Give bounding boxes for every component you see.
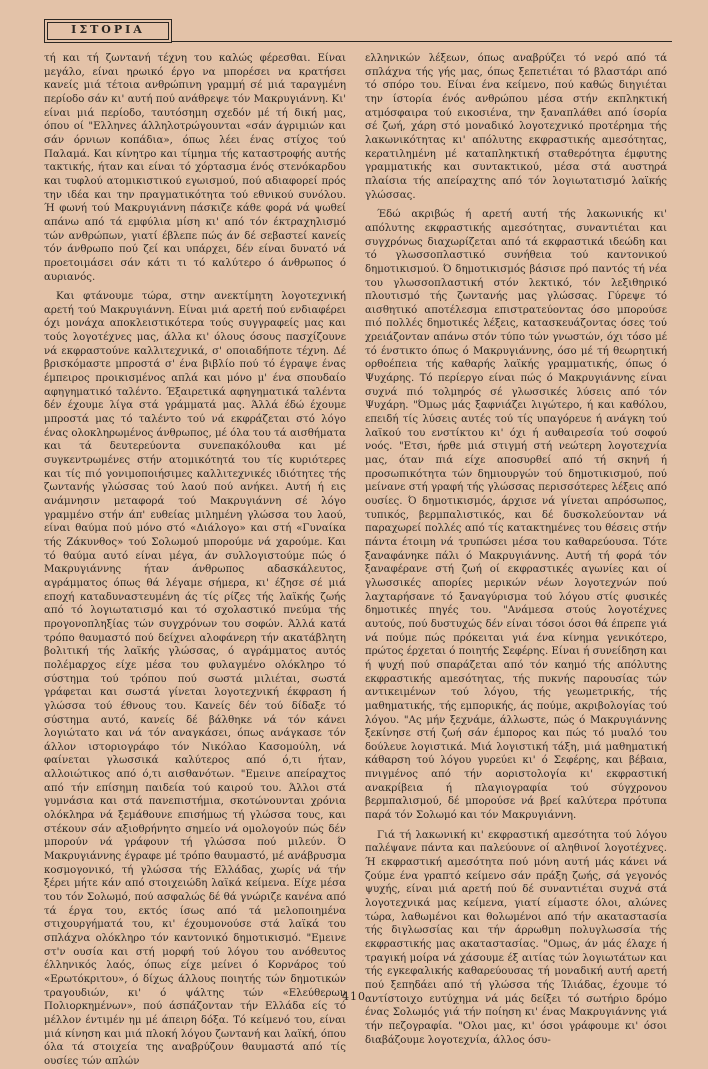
section-header-box [44, 19, 172, 43]
header-rule [172, 41, 672, 42]
section-title: ΙΣΤΟΡΙΑ [71, 23, 145, 36]
left-column [44, 52, 346, 1069]
right-column [365, 52, 667, 1047]
paragraph: Έδώ ακριβώς ή αρετή αυτή τής λακωνικής κι' απόλυτης εκφραστικής αμεσότητας, συναντιέται και συγχρόνως διαχωρίζεται από τά εκφραστικά ιδεώδη και τό γλωσσοπλαστικό συνήθεια τού καντονικού δημοτικισμού. Ό δημοτικισμός βάσισε πρό παντός τή νέα του γλωσσοπλαστική στόν λεκτικό, τόν λεξιθηρικό πλουτισμό τής ζωντανής μας γλώσσας. Γύρεψε τό αισθητικό αποτέλεσμα επιστρατεύοντας όσο μπορούσε πιό πολλές δημοτικές λέξεις, κατασκευάζοντας όσες τού χρειάζονταν απάνω στόν τύπο τών γνωστών, όχι τόσο μέ τό ένστικτο όπως ό Μακρυγιάννης, όσο μέ τή θεωρητική ορθοέπεια τής καθαρής λαϊκής γραμματικής, όπως ό Ψυχάρης. Τό περίεργο είναι πώς ό Μακρυγιάννης είναι συχνά πιό τολμηρός σέ γλωσσικές λύσεις από τόν Ψυχάρη. "Όμως μάς ξαφνιάζει λιγώτερο, ή και καθόλου, επειδή τίς λύσεις αυτές τού τίς υπαγόρευε ή ανάγκη τού λαϊκού του ενστίκτου κι' όχι ή αυθαιρεσία τού σοφού νοός. "Ετσι, ήρθε μιά στιγμή στή νεώτερη λογοτεχνία μας, όταν πιά είχε αποσυρθεί από τή σκηνή ή προσωπικότητα τών δημιουργών τού δημοτικισμού, πού μείνανε στή γραφή τής γλώσσας περισσότερες λέξεις από ουσίες. Ό δημοτικισμός, άρχισε νά γίνεται απρόσωπος, τυπικός, βερμπαλιστικός, και δέ δυσκολεύονταν νά παραχωρεί πολλές από τίς κατακτημένες του θέσεις στήν πάντα έτοιμη νά τρυπώσει μέσα του καθαρεύουσα. Τότε ξαναφάνηκε πάλι ό Μακρυγιάννης. Αυτή τή φορά τόν ξαναφέρανε στή ζωή οί εκφραστικές αγωνίες και οί γλωσσικές απορίες μερικών νέων λογοτεχνών πού λαχταρήσανε τό ξαναγύρισμα τού λόγου στίς φυσικές δημοτικές πηγές του. "Ανάμεσα στούς λογοτέχνες αυτούς, πού δυστυχώς δέν είναι τόσοι όσοι θά έπρεπε γιά νά πούμε πώς πρόκειται γιά ένα κίνημα γενικότερο, πρώτος έρχεται ό ποιητής Σεφέρης. Είναι ή συνείδηση και ή ψυχή πού σπαράζεται από τόν καημό τής απόλυτης εκφραστικής αμεσότητας, τής πυκνής παρουσίας τών αντικειμένων τού λόγου, τής γεωμετρικής, τής μαθηματικής, τής εμπορικής, άς πούμε, ακριβολογίας τού λόγου. "Ας μήν ξεχνάμε, άλλωστε, πώς ό Μακρυγιάννης ξεκίνησε στή ζωή σάν έμπορος και πώς τό μυαλό του δούλευε λογιστικά. Μιά λογιστική τάξη, μιά μαθηματική κάθαρση τού λόγου γυρεύει κι' ό Σεφέρης, και βέβαια, πνιγμένος από τήν αοριστολογία κι' εκφραστική ανακρίβεια ή πλαγιογραφία τού σύγχρονου βερμπαλισμού, δέ μπορούσε νά βρεί καλύτερα πρότυπα παρά τόν Σολωμό και τόν Μακρυγιάννη. [365, 209, 667, 822]
paragraph: ελληνικών λέξεων, όπως αναβρύζει τό νερό από τά σπλάχνα τής γής μας, όπως ξεπετιέται τό βλαστάρι από τό σπόρο του. Είναι ένα κείμενο, πού καθώς διηγιέται την ίστορία ένός ανθρώπου μέσα στήν εκπληκτική ατμόσφαιρα τού εικοσιένα, την ξαναπλάθει από ίσορία σέ ζωή, χάρη στό μοναδικό λογοτεχνικό προτέρημα τής λακωνικότητας κι' απόλυτης εκφραστικής αμεσότητας, κερατιλημένη μέ καταπληκτική σταθερότητα έμφυτης γραμματικής και συντακτικού, μέσα στά αυστηρά πλαίσια τής απείραχτης από τόν λογιωτατισμό λαϊκής γλώσσας. [365, 53, 667, 201]
paragraph: τή και τή ζωντανή τέχνη του καλώς φέρεσθαι. Είναι μεγάλο, είναι ηρωικό έργο να μπορέσει να κρατήσει κανείς μιά τέτοια ανθρώπινη γραμμή σέ μιά ταραγμένη περίοδο σάν κι' αυτή πού ανάθρεψε τόν Μακρυγιάννη. Κι' είναι μιά περίοδο, ταυτόσημη σχεδόν μέ τή δική μας, όπου οί "Ελληνες άλληλοτρώγουνται «σάν άγριμιών και σάν όρνιων κοπάδια», όπως λέει ένας στίχος τού Παλαμά. Και κίνητρο και τίμημα τής καταστροφής αυτής τακτικής, ήταν και είναι τό χόρτασμα ένός στενόκαρδου και τυφλού ατομικιστικού εγωισμού, πού αδιαφορεί πρός την ιδέα και την πραγματικότητα τού εθνικού συνόλου. Ή φωνή τού Μακρυγιάννη πάσκιζε κάθε φορά νά ψωθεί απάνω από τά εμφύλια μίση κι' από τόν έκτραχηλισμό τών ανθρώπων, γιατί έβλεπε πώς άν δέ σεβαστεί κανείς τόν άνθρωπο πού ζεί και υπάρχει, δέν είναι δυνατό νά προετοιμάσει σάν κάτι τι τό καλύτερο ό άνθρωπος ό αυριανός. [44, 53, 346, 283]
paragraph: Γιά τή λακωνική κι' εκφραστική αμεσότητα τού λόγου παλέψανε πάντα και παλεύουνε οί αληθινοί λογοτέχνες. Ή εκφραστική αμεσότητα πού μόνη αυτή μάς κάνει νά ζούμε ένα γραπτό κείμενο σάν πράξη ζωής, σά γεγονός ψυχής, είναι μιά αρετή πού δέ συναντιέται συχνά στά λογοτεχνικά μας κείμενα, γιατί είμαστε όλοι, αλώνες τώρα, λαθωμένοι και θολωμένοι από τήν ακαταστασία τής διγλωσσίας και τήν άρρωθμη πολυγλωσσία τής εκφραστικής μας ακαταστασίας. "Ομως, άν μάς έλαχε ή τραγική μοίρα νά χάσουμε έξ αιτίας τών λογιωτάτων και τής εγκεφαλικής καθαρεύουσας τή μοναδική αυτή αρετή πού ξεπηδάει από τή γλώσσα τής Ίλιάδας, έχουμε τό αντίστοιχο ευτύχημα νά μάς δείξει τό σωτήριο δρόμο ένας Σολωμός γιά τήν ποίηση κι' ένας Μακρυγιάννης γιά τήν πεζογραφία. "Ολοι μας, κι' όσοι γράφουμε κι' όσοι διαβάζουμε λογοτεχνία, άλλος όσυ- [365, 829, 667, 1046]
paragraph: Και φτάνουμε τώρα, στην ανεκτίμητη λογοτεχνική αρετή τού Μακρυγιάννη. Είναι μιά αρετή πού ενδιαφέρει όχι μονάχα αποκλειστικότερα τούς συγγραφείς μας και τούς λογοτέχνες μας, άλλα κι' όλους όσους πασχίζουνε νά εκφραστούνε καλλιτεχνικά, σ' οποιαδήποτε τέχνη. Δέ βρισκόμαστε μπροστά σ' ένα βιβλίο πού τό έγραψε ένας έμπειρος προικισμένος απλά και μόνο μ' ένα σπουδαίο αφηγηματικό ταλέντο. Έξαιρετικά αφηγηματικά ταλέντα δέν έχουμε λίγα στά γράμματά μας. Άλλά έδώ έχουμε μπροστά μας τό ταλέντο τού νά εκφράζεται στό λόγο ένας ολοκληρωμένος άνθρωπος, μέ όλα του τά αισθήματα και τά δευτερεύοντα συνεπακόλουθα και μέ συγκεντρωμένες στήν ατομικότητά του τίς κυριότερες και τίς πιό γονιμοποιήσιμες καλλιτεχνικές ιδιότητες τής ζωντανής γλώσσας τού λαού πού ανήκει. Αυτή ή εις ανάμνησιν μεταφορά τού Μακρυγιάννη σέ λόγο γραμμένο στήν άπ' ευθείας μιλημένη γλώσσα του λαού, είναι θαύμα πού μόνο στό «Διάλογο» και στή «Γυναίκα τής Ζάκυνθος» τού Σολωμού μπορούμε νά χαρούμε. Και τό θαύμα αυτό είναι μέγα, άν συλλογιστούμε πώς ό Μακρυγιάννης ήταν άνθρωπος αδασκάλευτος, αγράμματος όπως θά λέγαμε σήμερα, κι' έζησε σέ μιά εποχή καταδυναστευμένη άς τίς ρίζες τής λαϊκής ζωής από τό λογιωτατισμό και τό σχολαστικό πνεύμα τής προγονοπληξίας τών συγχρόνων του σοφών. Άλλά κατά τρόπο θαυμαστό πού δείχνει αλοφάνερη τήν ακατάβλητη βολιτική τής λαϊκής γλώσσας, ό αγράμματος αυτός πολέμαρχος είχε μέσα του φυλαγμένο ολόκληρο τό σύστημα τού τρόπου πού σωστά μιλιέται, σωστά γράφεται και σωστά γίνεται λογοτεχνική έκφραση ή γλώσσα τού έθνους του. Κανείς δέν τού δίδαξε τό σύστημα αυτό, κανείς δέ βάλθηκε νά τόν κάνει λογιώτατο και νά τόν αναγκάσει, όπως ανάγκασε τόν άλλον ιστοριογράφο τόν Νικόλαο Κασομούλη, νά φαίνεται γλωσσικά καλύτερος από ό,τι ήταν, αλλοιώτικος από ό,τι αισθανότων. "Εμεινε απείραχτος από τήν επίσημη παιδεία τού καιρού του. Άλλοι στά γυμνάσια και στά πανεπιστήμια, σκοτώνουνται χρόνια ολόκληρα νά ξεμάθουνε επισήμως τή γλώσσα τους, και στέκουν σάν αξιοθρήνητο σημείο νά ομολογούν πώς δέν μπορούν νά γράφουν τή γλώσσα πού μιλεύν. Ό Μακρυγιάννης έγραφε μέ τρόπο θαυμαστό, μέ ανάβρυσμα κοσμογονικό, τή γλώσσα τής Ελλάδας, χωρίς νά τήν ξέρει μήτε κάν από στοιχειώδη λαϊκά κείμενα. Είχε μέσα του τόν Σολωμό, πού ασφαλώς δέ θά γνώριζε κανένα από τά έργα του, εκτός ίσως από τά μελοποιημένα στιχουργήματά του, κι' έχουμονούσε στά λαϊκά του σπλάχνα ολόκληρο τόν καντονικό δημοτικισμό. "Εμεινε στ'ν ουσία και στή μορφή τού λόγου του ανόθευτος έλληνικός λαός, όπως είχε μείνει ό Κορνάρος τού «Ερωτόκριτου», ό δίχως άλλους ποιητής τών δημοτικών τραγουδιών, κι' ό ψάλτης τών «Ελεύθερων Πολιορκημένων», πού άσπάζονταν τήν Ελλάδα είς τό μέλλον έντιμέν ημ μέ άπειρη δόξα. Τό κείμενό του, είναι μιά κίνηση και μιά πλοκή λόγου ζωντανή και λαϊκή, όπου όλα τά στοιχεία της αναβρύζουν θαυμαστά από τίς ουσίες τών απλών [44, 291, 346, 1067]
page-number: 410 [342, 990, 366, 1003]
